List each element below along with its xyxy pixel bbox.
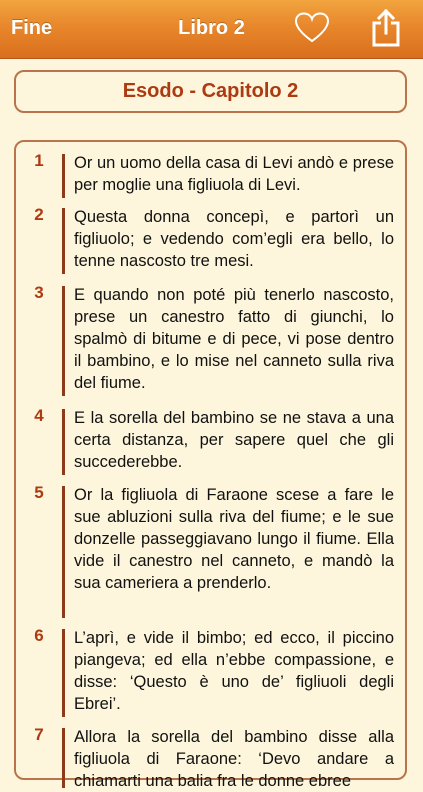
chapter-title: Esodo - Capitolo 2 xyxy=(14,70,407,113)
verse-list xyxy=(14,140,407,790)
verse-number: 5 xyxy=(34,483,44,502)
verse-text: Questa donna concepì, e partorì un figliuolo; e vedendo com’egli era bello, lo tenne nascosto tre mesi. xyxy=(74,208,394,270)
verse-text: Allora la sorella del bambino disse alla figliuola di Faraone: ‘Devo andare a chiamarti una balia fra le donne ebree xyxy=(74,728,394,790)
verse-text: E quando non poté più tenerlo nascosto, prese un canestro fatto di giunchi, lo spalmò di bitume e di pece, vi pose dentro il bambino, e lo mise nel canneto sulla riva del fiume. xyxy=(74,286,394,392)
page-title: Libro 2 xyxy=(178,17,245,39)
verse-divider xyxy=(62,486,65,618)
verse-divider xyxy=(62,154,65,198)
verse-number: 1 xyxy=(34,151,44,170)
share-icon[interactable] xyxy=(370,8,402,48)
verse-text: E la sorella del bambino se ne stava a una certa distanza, per sapere quel che gli succederebbe. xyxy=(74,409,394,471)
verse-divider xyxy=(62,728,65,788)
navigation-bar xyxy=(0,0,423,59)
verse-divider xyxy=(62,286,65,396)
verse-text: L’aprì, e vide il bimbo; ed ecco, il piccino piangeva; ed ella n’ebbe compassione, e disse: ‘Questo è uno de’ figliuoli degli Ebrei’. xyxy=(74,629,394,713)
heart-icon[interactable] xyxy=(294,12,330,44)
done-button[interactable]: Fine xyxy=(11,17,53,39)
verse-divider xyxy=(62,629,65,717)
verse-number: 6 xyxy=(34,626,44,645)
verse-number: 7 xyxy=(34,725,44,744)
verse-text: Or la figliuola di Faraone scese a fare le sue abluzioni sulla riva del fiume; e le sue donzelle passeggiavano lungo il fiume. Ella vide il canestro nel canneto, e mandò la sua cameriera a prenderlo. xyxy=(74,486,394,592)
verse-number: 2 xyxy=(34,205,44,224)
verse-number: 4 xyxy=(34,406,44,425)
verse-text: Or un uomo della casa di Levi andò e prese per moglie una figliuola di Levi. xyxy=(74,154,394,194)
verse-divider xyxy=(62,409,65,475)
verse-divider xyxy=(62,208,65,274)
verse-number: 3 xyxy=(34,283,44,302)
